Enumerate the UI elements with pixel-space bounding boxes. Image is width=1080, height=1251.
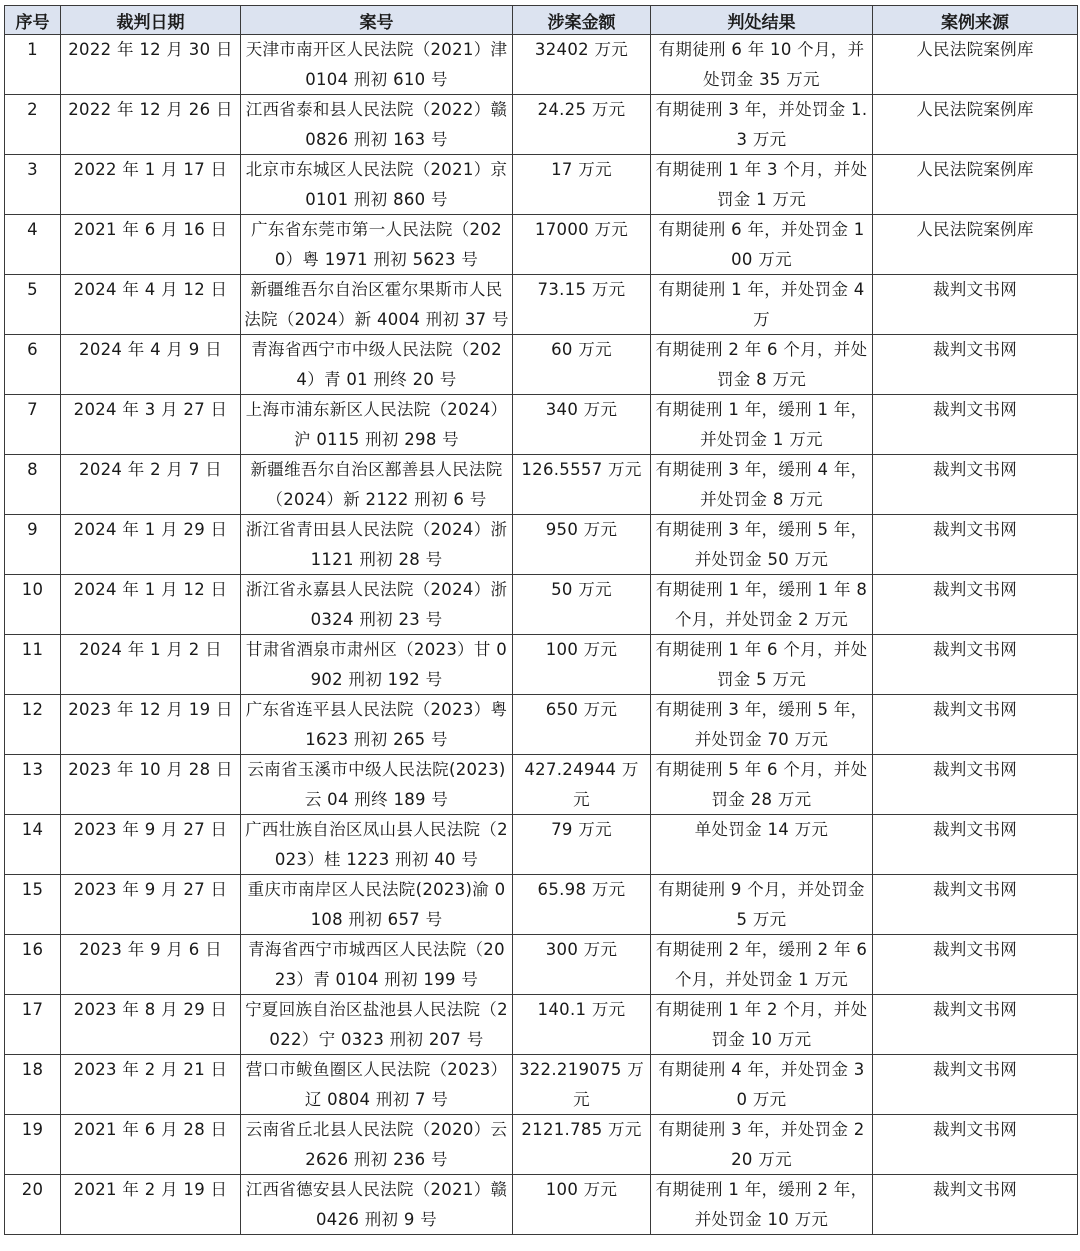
table-row — [5, 455, 1078, 515]
cell-judgment-date: 2024 年 1 月 12 日 — [61, 575, 241, 635]
cell-source: 裁判文书网 — [873, 275, 1078, 335]
cell-judgment-date: 2021 年 6 月 16 日 — [61, 215, 241, 275]
cell-judgment-date: 2024 年 4 月 9 日 — [61, 335, 241, 395]
cell-source: 裁判文书网 — [873, 335, 1078, 395]
table-row — [5, 635, 1078, 695]
cell-amount: 79 万元 — [513, 815, 651, 875]
cell-index: 5 — [5, 275, 61, 335]
cell-index: 15 — [5, 875, 61, 935]
cell-amount: 73.15 万元 — [513, 275, 651, 335]
cell-verdict: 有期徒刑 1 年，并处罚金 4 万 — [651, 275, 873, 335]
table-row — [5, 695, 1078, 755]
cell-case-number: 青海省西宁市城西区人民法院（2023）青 0104 刑初 199 号 — [241, 935, 513, 995]
cell-case-number: 天津市南开区人民法院（2021）津 0104 刑初 610 号 — [241, 35, 513, 95]
cell-judgment-date: 2023 年 9 月 27 日 — [61, 815, 241, 875]
cell-index: 20 — [5, 1175, 61, 1235]
header-verdict: 判处结果 — [651, 6, 873, 35]
table-row — [5, 335, 1078, 395]
cell-verdict: 有期徒刑 4 年，并处罚金 30 万元 — [651, 1055, 873, 1115]
cell-verdict: 有期徒刑 3 年，并处罚金 220 万元 — [651, 1115, 873, 1175]
cell-verdict: 有期徒刑 3 年，并处罚金 1.3 万元 — [651, 95, 873, 155]
cell-case-number: 新疆维吾尔自治区鄯善县人民法院（2024）新 2122 刑初 6 号 — [241, 455, 513, 515]
cell-case-number: 新疆维吾尔自治区霍尔果斯市人民法院（2024）新 4004 刑初 37 号 — [241, 275, 513, 335]
cell-verdict: 有期徒刑 1 年，缓刑 1 年 8 个月，并处罚金 2 万元 — [651, 575, 873, 635]
cell-judgment-date: 2023 年 8 月 29 日 — [61, 995, 241, 1055]
table-row — [5, 95, 1078, 155]
table-row — [5, 875, 1078, 935]
cell-index: 7 — [5, 395, 61, 455]
cell-case-number: 江西省泰和县人民法院（2022）赣 0826 刑初 163 号 — [241, 95, 513, 155]
cell-judgment-date: 2024 年 1 月 2 日 — [61, 635, 241, 695]
cell-source: 人民法院案例库 — [873, 35, 1078, 95]
cell-case-number: 青海省西宁市中级人民法院（2024）青 01 刑终 20 号 — [241, 335, 513, 395]
cell-judgment-date: 2023 年 9 月 6 日 — [61, 935, 241, 995]
cell-verdict: 有期徒刑 1 年 3 个月，并处罚金 1 万元 — [651, 155, 873, 215]
cell-amount: 100 万元 — [513, 635, 651, 695]
cell-case-number: 重庆市南岸区人民法院(2023)渝 0108 刑初 657 号 — [241, 875, 513, 935]
cell-amount: 950 万元 — [513, 515, 651, 575]
cell-case-number: 云南省丘北县人民法院（2020）云 2626 刑初 236 号 — [241, 1115, 513, 1175]
cell-amount: 60 万元 — [513, 335, 651, 395]
cell-index: 9 — [5, 515, 61, 575]
cell-index: 12 — [5, 695, 61, 755]
cell-amount: 126.5557 万元 — [513, 455, 651, 515]
table-body — [5, 35, 1078, 1235]
cell-case-number: 广西壮族自治区凤山县人民法院（2023）桂 1223 刑初 40 号 — [241, 815, 513, 875]
cell-amount: 340 万元 — [513, 395, 651, 455]
cell-judgment-date: 2021 年 2 月 19 日 — [61, 1175, 241, 1235]
cell-index: 1 — [5, 35, 61, 95]
cell-case-number: 浙江省永嘉县人民法院（2024）浙 0324 刑初 23 号 — [241, 575, 513, 635]
header-amount: 涉案金额 — [513, 6, 651, 35]
cell-index: 14 — [5, 815, 61, 875]
cell-amount: 140.1 万元 — [513, 995, 651, 1055]
cell-source: 裁判文书网 — [873, 395, 1078, 455]
cell-case-number: 江西省德安县人民法院（2021）赣 0426 刑初 9 号 — [241, 1175, 513, 1235]
table-row — [5, 755, 1078, 815]
table-row — [5, 575, 1078, 635]
cell-source: 裁判文书网 — [873, 815, 1078, 875]
cell-amount: 427.24944 万元 — [513, 755, 651, 815]
cell-index: 13 — [5, 755, 61, 815]
cell-judgment-date: 2023 年 2 月 21 日 — [61, 1055, 241, 1115]
cell-amount: 24.25 万元 — [513, 95, 651, 155]
cell-source: 裁判文书网 — [873, 755, 1078, 815]
cell-source: 人民法院案例库 — [873, 95, 1078, 155]
cell-judgment-date: 2024 年 1 月 29 日 — [61, 515, 241, 575]
cell-source: 裁判文书网 — [873, 515, 1078, 575]
cell-verdict: 有期徒刑 3 年，缓刑 4 年，并处罚金 8 万元 — [651, 455, 873, 515]
table-row — [5, 515, 1078, 575]
cell-judgment-date: 2023 年 12 月 19 日 — [61, 695, 241, 755]
cell-amount: 50 万元 — [513, 575, 651, 635]
cell-source: 裁判文书网 — [873, 1115, 1078, 1175]
cell-verdict: 单处罚金 14 万元 — [651, 815, 873, 875]
cell-judgment-date: 2023 年 10 月 28 日 — [61, 755, 241, 815]
cell-amount: 17 万元 — [513, 155, 651, 215]
cell-case-number: 营口市鲅鱼圈区人民法院（2023）辽 0804 刑初 7 号 — [241, 1055, 513, 1115]
header-row — [5, 6, 1078, 35]
cell-amount: 322.219075 万元 — [513, 1055, 651, 1115]
cell-judgment-date: 2023 年 9 月 27 日 — [61, 875, 241, 935]
cell-case-number: 云南省玉溪市中级人民法院(2023)云 04 刑终 189 号 — [241, 755, 513, 815]
cell-verdict: 有期徒刑 9 个月，并处罚金 5 万元 — [651, 875, 873, 935]
cell-amount: 2121.785 万元 — [513, 1115, 651, 1175]
cell-source: 人民法院案例库 — [873, 155, 1078, 215]
cell-case-number: 北京市东城区人民法院（2021）京 0101 刑初 860 号 — [241, 155, 513, 215]
cell-verdict: 有期徒刑 1 年 2 个月，并处罚金 10 万元 — [651, 995, 873, 1055]
cell-verdict: 有期徒刑 1 年 6 个月，并处罚金 5 万元 — [651, 635, 873, 695]
table-row — [5, 815, 1078, 875]
cell-source: 裁判文书网 — [873, 635, 1078, 695]
table-row — [5, 1115, 1078, 1175]
cell-case-number: 广东省东莞市第一人民法院（2020）粤 1971 刑初 5623 号 — [241, 215, 513, 275]
table-row — [5, 995, 1078, 1055]
cell-source: 裁判文书网 — [873, 875, 1078, 935]
cell-amount: 300 万元 — [513, 935, 651, 995]
cell-index: 11 — [5, 635, 61, 695]
header-index: 序号 — [5, 6, 61, 35]
cell-amount: 32402 万元 — [513, 35, 651, 95]
cell-index: 2 — [5, 95, 61, 155]
cell-verdict: 有期徒刑 2 年 6 个月，并处罚金 8 万元 — [651, 335, 873, 395]
table-row — [5, 395, 1078, 455]
cell-index: 18 — [5, 1055, 61, 1115]
cell-source: 裁判文书网 — [873, 935, 1078, 995]
cell-verdict: 有期徒刑 6 年，并处罚金 100 万元 — [651, 215, 873, 275]
cell-index: 3 — [5, 155, 61, 215]
cell-index: 16 — [5, 935, 61, 995]
cell-verdict: 有期徒刑 5 年 6 个月，并处罚金 28 万元 — [651, 755, 873, 815]
cell-case-number: 广东省连平县人民法院（2023）粤 1623 刑初 265 号 — [241, 695, 513, 755]
cell-source: 裁判文书网 — [873, 455, 1078, 515]
cell-judgment-date: 2021 年 6 月 28 日 — [61, 1115, 241, 1175]
table-row — [5, 1175, 1078, 1235]
cell-source: 裁判文书网 — [873, 1175, 1078, 1235]
cell-verdict: 有期徒刑 2 年，缓刑 2 年 6 个月，并处罚金 1 万元 — [651, 935, 873, 995]
cell-judgment-date: 2022 年 1 月 17 日 — [61, 155, 241, 215]
cell-source: 裁判文书网 — [873, 995, 1078, 1055]
cell-index: 4 — [5, 215, 61, 275]
cell-amount: 65.98 万元 — [513, 875, 651, 935]
cell-index: 8 — [5, 455, 61, 515]
cell-index: 19 — [5, 1115, 61, 1175]
case-table — [4, 5, 1078, 1235]
table-row — [5, 215, 1078, 275]
cell-source: 裁判文书网 — [873, 575, 1078, 635]
table-row — [5, 35, 1078, 95]
header-source: 案例来源 — [873, 6, 1078, 35]
cell-case-number: 上海市浦东新区人民法院（2024）沪 0115 刑初 298 号 — [241, 395, 513, 455]
cell-verdict: 有期徒刑 1 年，缓刑 1 年，并处罚金 1 万元 — [651, 395, 873, 455]
table-row — [5, 1055, 1078, 1115]
cell-case-number: 甘肃省酒泉市肃州区（2023）甘 0902 刑初 192 号 — [241, 635, 513, 695]
cell-case-number: 浙江省青田县人民法院（2024）浙 1121 刑初 28 号 — [241, 515, 513, 575]
cell-source: 裁判文书网 — [873, 695, 1078, 755]
cell-case-number: 宁夏回族自治区盐池县人民法院（2022）宁 0323 刑初 207 号 — [241, 995, 513, 1055]
cell-judgment-date: 2022 年 12 月 30 日 — [61, 35, 241, 95]
table-header — [5, 6, 1078, 35]
cell-amount: 100 万元 — [513, 1175, 651, 1235]
cell-source: 裁判文书网 — [873, 1055, 1078, 1115]
cell-verdict: 有期徒刑 6 年 10 个月，并处罚金 35 万元 — [651, 35, 873, 95]
table-row — [5, 155, 1078, 215]
cell-amount: 17000 万元 — [513, 215, 651, 275]
cell-amount: 650 万元 — [513, 695, 651, 755]
header-case-number: 案号 — [241, 6, 513, 35]
cell-judgment-date: 2024 年 4 月 12 日 — [61, 275, 241, 335]
cell-judgment-date: 2024 年 2 月 7 日 — [61, 455, 241, 515]
cell-judgment-date: 2022 年 12 月 26 日 — [61, 95, 241, 155]
table-row — [5, 935, 1078, 995]
cell-verdict: 有期徒刑 1 年，缓刑 2 年，并处罚金 10 万元 — [651, 1175, 873, 1235]
cell-verdict: 有期徒刑 3 年，缓刑 5 年，并处罚金 50 万元 — [651, 515, 873, 575]
cell-verdict: 有期徒刑 3 年，缓刑 5 年，并处罚金 70 万元 — [651, 695, 873, 755]
cell-index: 17 — [5, 995, 61, 1055]
header-judgment-date: 裁判日期 — [61, 6, 241, 35]
cell-judgment-date: 2024 年 3 月 27 日 — [61, 395, 241, 455]
table-row — [5, 275, 1078, 335]
cell-index: 6 — [5, 335, 61, 395]
cell-index: 10 — [5, 575, 61, 635]
cell-source: 人民法院案例库 — [873, 215, 1078, 275]
